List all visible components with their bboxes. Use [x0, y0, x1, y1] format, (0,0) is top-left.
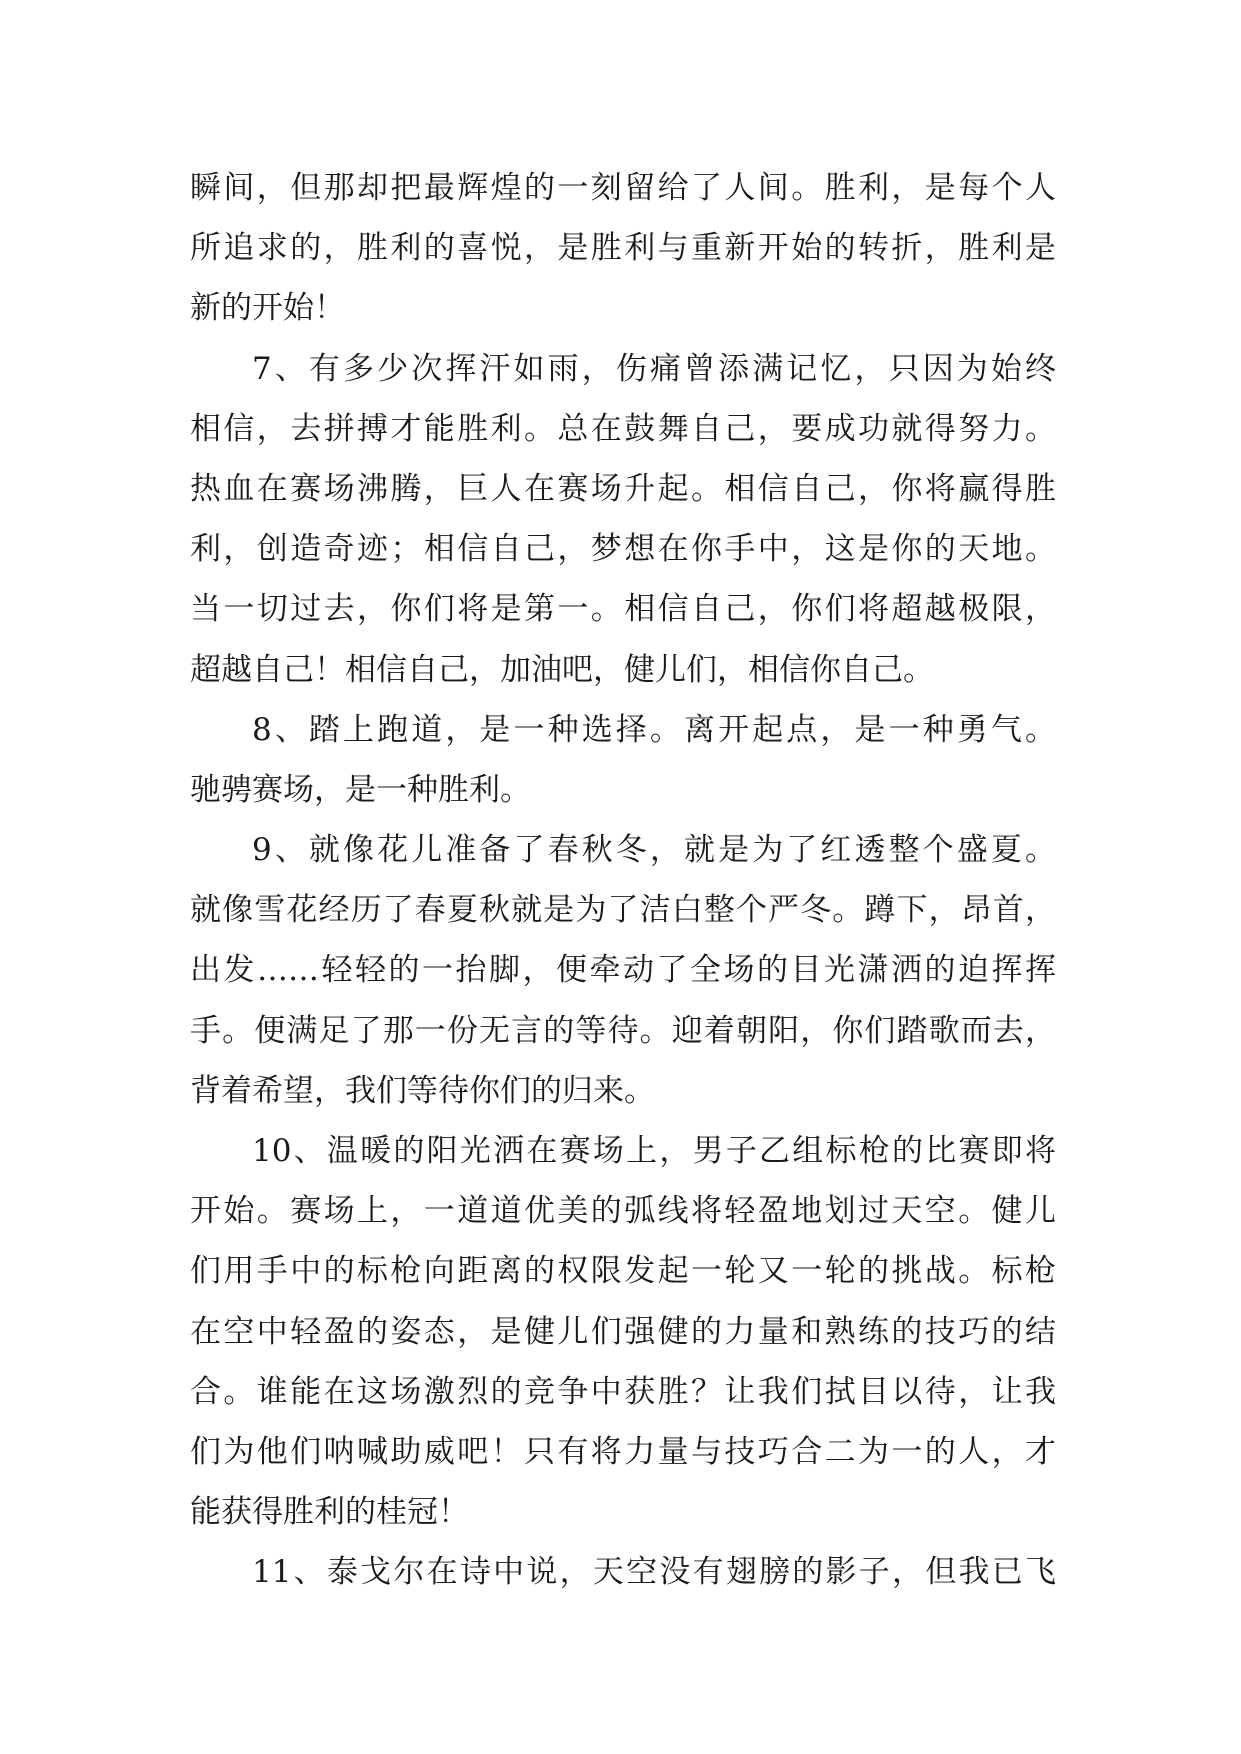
text-line: 所追求的，胜利的喜悦，是胜利与重新开始的转折，胜利是: [190, 230, 1056, 267]
text-line: 背着希望，我们等待你们的归来。: [190, 1072, 655, 1109]
text-line: 能获得胜利的桂冠！: [190, 1494, 469, 1531]
text-line: 热血在赛场沸腾，巨人在赛场升起。相信自己，你将赢得胜: [190, 470, 1056, 507]
text-line: 11、泰戈尔在诗中说，天空没有翅膀的影子，但我已飞: [252, 1554, 1056, 1591]
text-line: 新的开始！: [190, 290, 345, 327]
text-line: 合。谁能在这场激烈的竞争中获胜？让我们拭目以待，让我: [190, 1373, 1056, 1410]
text-line: 当一切过去，你们将是第一。相信自己，你们将超越极限，: [190, 591, 1056, 628]
text-line: 出发……轻轻的一抬脚，便牵动了全场的目光潇洒的迫挥挥: [190, 952, 1056, 989]
text-line: 们用手中的标枪向距离的权限发起一轮又一轮的挑战。标枪: [190, 1253, 1056, 1290]
document-body: [190, 158, 1056, 1603]
text-line: 开始。赛场上，一道道优美的弧线将轻盈地划过天空。健儿: [190, 1193, 1056, 1230]
text-line: 在空中轻盈的姿态，是健儿们强健的力量和熟练的技巧的结: [190, 1313, 1056, 1350]
text-line: 7、有多少次挥汗如雨，伤痛曾添满记忆，只因为始终: [252, 350, 1056, 387]
text-line: 驰骋赛场，是一种胜利。: [190, 771, 531, 808]
text-line: 手。便满足了那一份无言的等待。迎着朝阳，你们踏歌而去，: [190, 1012, 1056, 1049]
text-line: 8、踏上跑道，是一种选择。离开起点，是一种勇气。: [252, 711, 1056, 748]
text-line: 9、就像花儿准备了春秋冬，就是为了红透整个盛夏。: [252, 832, 1056, 869]
text-line: 利，创造奇迹；相信自己，梦想在你手中，这是你的天地。: [190, 531, 1056, 568]
text-line: 就像雪花经历了春夏秋就是为了洁白整个严冬。蹲下，昂首，: [190, 892, 1056, 929]
text-line: 们为他们呐喊助威吧！只有将力量与技巧合二为一的人，才: [190, 1433, 1056, 1470]
text-line: 相信，去拼搏才能胜利。总在鼓舞自己，要成功就得努力。: [190, 410, 1056, 447]
text-line: 超越自己！相信自己，加油吧，健儿们，相信你自己。: [190, 651, 934, 688]
text-line: 瞬间，但那却把最辉煌的一刻留给了人间。胜利，是每个人: [190, 170, 1056, 206]
text-line: 10、温暖的阳光洒在赛场上，男子乙组标枪的比赛即将: [252, 1133, 1056, 1169]
